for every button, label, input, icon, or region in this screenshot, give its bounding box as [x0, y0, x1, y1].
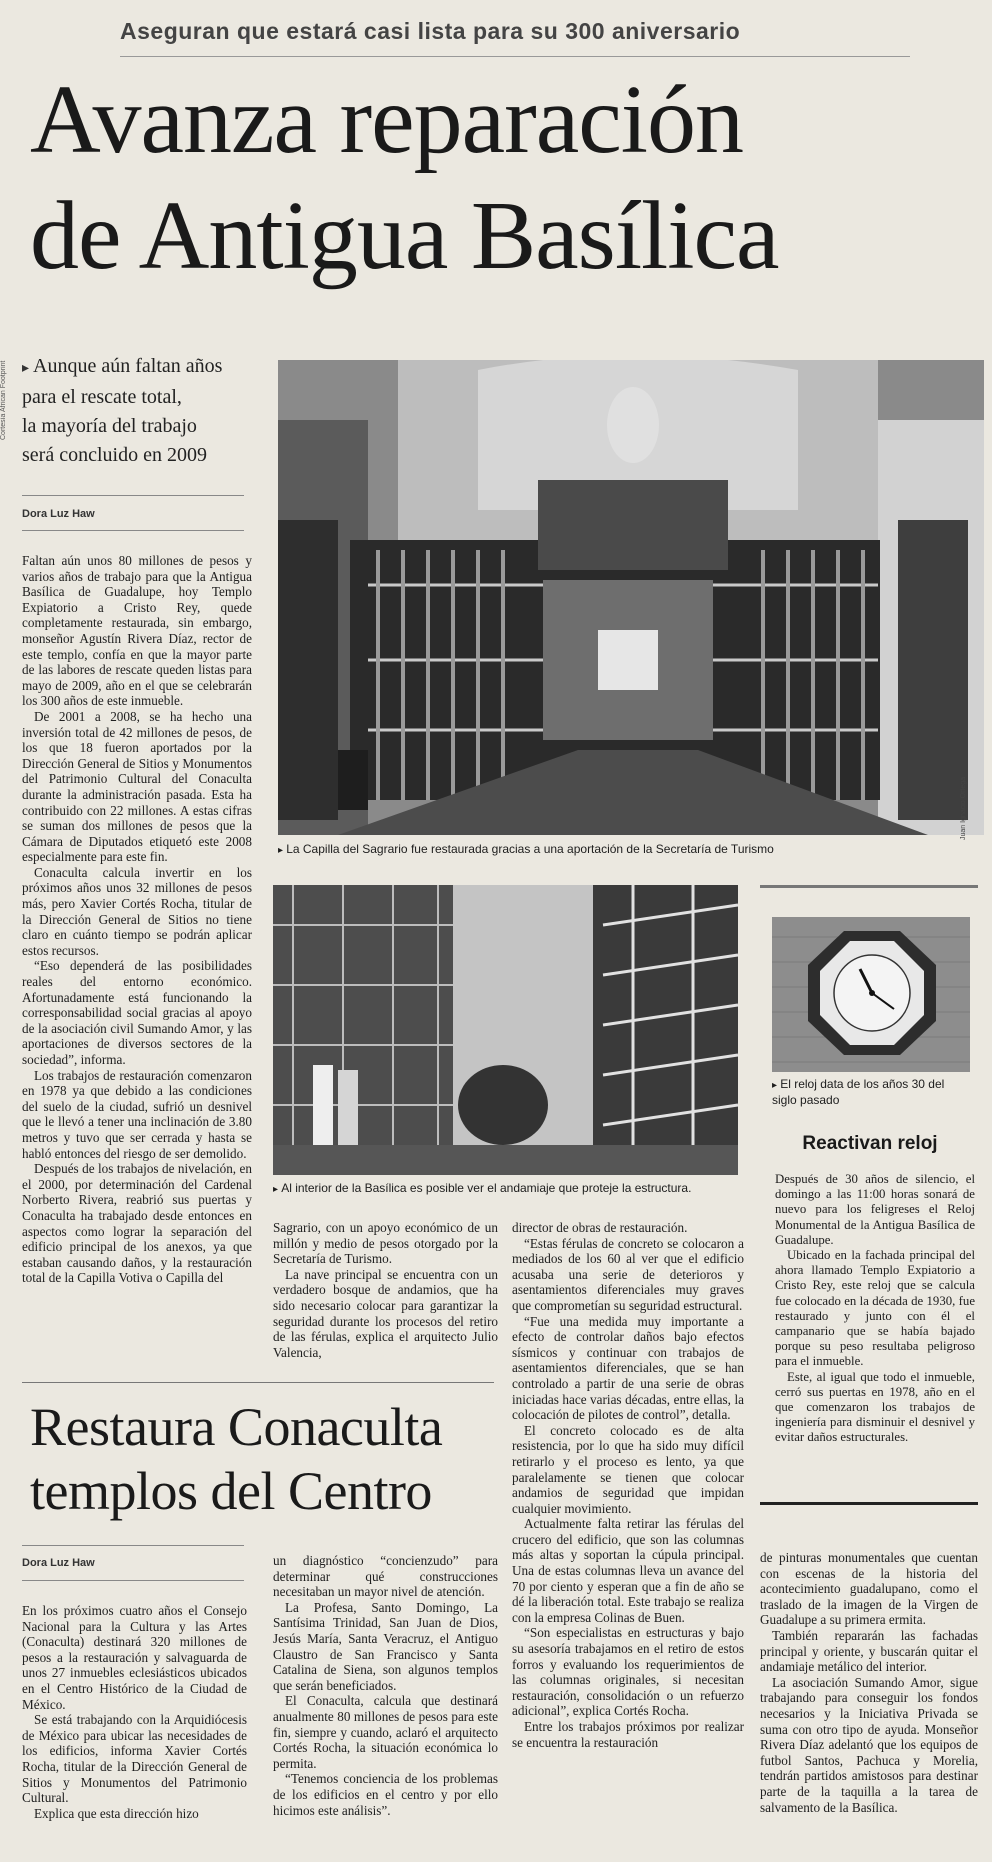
second-headline-line-2: templos del Centro [30, 1461, 432, 1521]
paragraph: También repararán las fachadas principal y oriente, y buscarán quitar el andamiaje metálico del interior. [760, 1627, 978, 1675]
second-headline [30, 1395, 490, 1523]
article-column-4 [760, 1550, 978, 1850]
paragraph: Ubicado en la fachada principal del ahora llamado Templo Expiatorio a Cristo Rey, este reloj que se calcula fue colocado en la década de 1930, fue restaurado y junto con él el campanario que se había bajado porque su peso resultaba peligroso para el inmueble. [775, 1248, 975, 1369]
triangle-bullet-icon: ▸ [273, 1184, 282, 1195]
interior-caption [273, 1181, 743, 1197]
clock-photo [772, 917, 970, 1072]
article-column-3 [512, 1220, 744, 1850]
triangle-bullet-icon: ▸ [772, 1080, 781, 1091]
sidebar-top-rule [760, 885, 978, 888]
scaffolding-illustration [273, 885, 738, 1175]
kicker-rule [120, 56, 910, 57]
headline-line-2: de Antigua Basílica [30, 182, 779, 290]
paragraph: Este, al igual que todo el inmueble, cerró sus puertas en 1978, año en el que comenzaron los trabajos de ingeniería para disminuir el desnivel y evitar daños estructurales. [775, 1369, 975, 1445]
paragraph: un diagnóstico “concienzudo” para determinar qué construcciones necesitaban un mayor nivel de atención. [273, 1553, 498, 1600]
interior-caption-text: Al interior de la Basílica es posible ver el andamiaje que proteje la estructura. [281, 1181, 692, 1195]
deck [22, 352, 262, 470]
clock-illustration [772, 917, 970, 1072]
paragraph: Después de los trabajos de nivelación, en el 2000, por determinación del Cardenal Norberto Rivera, reabrió sus puertas y Conaculta ha trabajado desde entonces en aspectos como lograr la separación del edificio principal de los anexos, ya que estaban causando daños, y la restauración total de la Capilla Votiva o Capilla del [22, 1161, 252, 1286]
clock-caption [772, 1077, 972, 1108]
second-article-rule [22, 1382, 494, 1383]
triangle-bullet-icon: ▸ [278, 845, 287, 856]
paragraph: Actualmente falta retirar las férulas del crucero del edificio, que son las columnas más altas y soportan la cúpula principal. Una de estas columnas lleva un avance del 70 por ciento y esperan que a fin de año se dé la liberación total. Este trabajo se realiza con la empresa Colinas de Buen. [512, 1516, 744, 1625]
paragraph: En los próximos cuatro años el Consejo Nacional para la Cultura y las Artes (Conaculta) destinará 320 millones de pesos a la restauración y salvaguarda de unos 27 inmuebles eclesiásticos ubicados en el Centro Histórico de la Ciudad de México. [22, 1603, 247, 1712]
second-byline: Dora Luz Haw [22, 1557, 95, 1569]
paragraph: “Tenemos conciencia de los problemas de los edificios en el centro y por ello hicimos este análisis”. [273, 1771, 498, 1818]
chapel-photo [278, 360, 984, 835]
paragraph: Faltan aún unos 80 millones de pesos y varios años de trabajo para que la Antigua Basílica de Guadalupe, hoy Templo Expiatorio a Cristo Rey, quede completamente restaurada, sin embargo, monseñor Agustín Rivera Díaz, rector de este templo, confía en que la mayor parte de las labores de rescate queden listas para mayo de 2009, año en el que se celebrarán los 300 años de este inmueble. [22, 553, 252, 709]
article-column-1 [22, 553, 252, 1358]
chapel-caption-text: La Capilla del Sagrario fue restaurada gracias a una aportación de la Secretaría de Turismo [286, 842, 774, 856]
paragraph: La Profesa, Santo Domingo, La Santísima Trinidad, San Juan de Dios, Jesús María, Santa Veracruz, el Antiguo Claustro de San Francisco y Santa Catalina de Siena, son algunos templos que serán beneficiados. [273, 1599, 498, 1693]
byline-rule-top [22, 495, 244, 496]
clock-caption-text: El reloj data de los años 30 del siglo pasado [772, 1077, 945, 1107]
deck-line-1 [22, 352, 262, 383]
sidebar-title: Reactivan reloj [802, 1133, 938, 1154]
second-headline-line-1: Restaura Conaculta [30, 1397, 443, 1457]
kicker: Aseguran que estará casi lista para su 300 aniversario [120, 18, 741, 44]
headline-line-1: Avanza reparación [30, 66, 743, 174]
paragraph: La nave principal se encuentra con un verdadero bosque de andamios, que ha sido necesario colocar para garantizar la seguridad durante los procesos del retiro de las férulas, explica el arquitecto Julio Valencia, [273, 1266, 498, 1360]
deck-line-2: para el rescate total, [22, 386, 182, 408]
paragraph: De 2001 a 2008, se ha hecho una inversión total de 42 millones de pesos, de los que 18 fueron aportados por la Dirección General de Sitios y Monumentos del Patrimonio Cultural del Conaculta durante la administración pasada. Esta ha contribuido con 22 millones. A estas cifras se suman dos millones de pesos que la Cámara de Diputados etiquetó este 2008 especialmente para este fin. [22, 708, 252, 865]
second-article-column-2 [273, 1553, 498, 1853]
paragraph: “Son especialistas en estructuras y bajo su asesoría trabajamos en el retiro de estos forros y evaluando los requerimientos de las columnas originales, si necesitan restauración, consolidación o un refuerzo adicional”, explica Cortés Rocha. [512, 1625, 744, 1719]
paragraph: Explica que esta dirección hizo [34, 1805, 199, 1821]
paragraph: Los trabajos de restauración comenzaron en 1978 ya que debido a las condiciones del suelo de la ciudad, sufrió un desnivel que le llevó a tener una inclinación de 3.80 metros y tuvo que ser cerrada y hasta se habló entonces del riesgo de ser demolido. [22, 1067, 252, 1161]
sidebar-body [775, 1172, 975, 1492]
paragraph: de pinturas monumentales que cuentan con escenas de la historia del acontecimiento guadalupano, como el traslado de la imagen de la Virgen de Guadalupe a su primera ermita. [760, 1550, 978, 1628]
paragraph: director de obras de restauración. [512, 1220, 688, 1235]
chapel-caption [278, 842, 978, 858]
side-photo-credit: Cortesía African Footprint [0, 360, 7, 440]
paragraph: La asociación Sumando Amor, sigue trabajando para conseguir los fondos necesarios y la Iniciativa Privada se suma con otro tipo de ayuda. Monseñor Rivera Díaz adelantó que los equipos de futbol Santos, Pachuca y Morelia, tendrán partidos amistosos para destinar parte de la taquilla a la tarea de salvamento de la Basílica. [760, 1674, 978, 1815]
deck-line-3: la mayoría del trabajo [22, 415, 197, 437]
article-column-2 [273, 1220, 498, 1365]
paragraph: El concreto colocado es de alta resistencia, por lo que ha sido muy difícil retirarlo y el proceso es lento, ya que paralelamente se tienen que colocar andamios de seguridad que impidan cualquier movimiento. [512, 1422, 744, 1516]
paragraph: El Conaculta, calcula que destinará anualmente 80 millones de pesos para este fin, siempre y cuando, aclaró el arquitecto Cortés Rocha, la situación económica lo permita. [273, 1693, 498, 1771]
paragraph: “Fue una medida muy importante a efecto de controlar daños bajo efectos sísmicos y continuar con trabajos de asentamientos diferenciales, que se han controlado a partir de una serie de obras iniciadas hace varias décadas, entre ellas, la colocación de pilotes de control”, detalla. [512, 1313, 744, 1423]
second-byline-rule-top [22, 1545, 244, 1546]
second-byline-rule-bottom [22, 1580, 244, 1581]
headline [30, 62, 980, 294]
byline: Dora Luz Haw [22, 508, 95, 520]
paragraph: “Estas férulas de concreto se colocaron a mediados de los 60 al ver que el edificio acusaba una serie de deterioros y asentamientos diferenciales muy graves que comprometían su seguridad estructural. [512, 1235, 744, 1313]
paragraph: Se está trabajando con la Arquidiócesis de México para ubicar las necesidades de los edificios, informa Xavier Cortés Rocha, titular de la Dirección General de Sitios y Monumentos del Patrimonio Cultural. [22, 1712, 247, 1806]
deck-text: Aunque aún faltan años [33, 355, 223, 377]
second-article-column-1 [22, 1603, 247, 1853]
deck-line-4: será concluido en 2009 [22, 444, 207, 466]
paragraph: Conaculta calcula invertir en los próximos años unos 32 millones de pesos más, pero Xavier Cortés Rocha, titular de la Dirección General de Sitios no tiene claro en cuánto tiempo se podrán aplicar estos recursos. [22, 864, 252, 958]
triangle-bullet-icon: ▸ [22, 360, 30, 376]
chapel-illustration [278, 360, 984, 835]
interior-scaffolding-photo [273, 885, 738, 1175]
paragraph: Sagrario, con un apoyo económico de un millón y medio de pesos otorgado por la Secretaría de Turismo. [273, 1220, 498, 1267]
chapel-photo-credit: Juan Ignacio Ortega [960, 776, 967, 840]
byline-rule-bottom [22, 530, 244, 531]
paragraph: “Eso dependerá de las posibilidades reales del entorno económico. Afortunadamente está funcionando la corresponsabilidad social gracias al apoyo de la asociación civil Sumando Amor, y las aportaciones de diversos sectores de la sociedad”, informa. [22, 958, 252, 1067]
paragraph: Después de 30 años de silencio, el domingo a las 11:00 horas sonará de nuevo para los feligreses el Reloj Monumental de la Antigua Basílica de Guadalupe. [775, 1172, 975, 1247]
paragraph: Entre los trabajos próximos por realizar se encuentra la restauración [512, 1719, 744, 1750]
sidebar-bottom-rule [760, 1502, 978, 1505]
